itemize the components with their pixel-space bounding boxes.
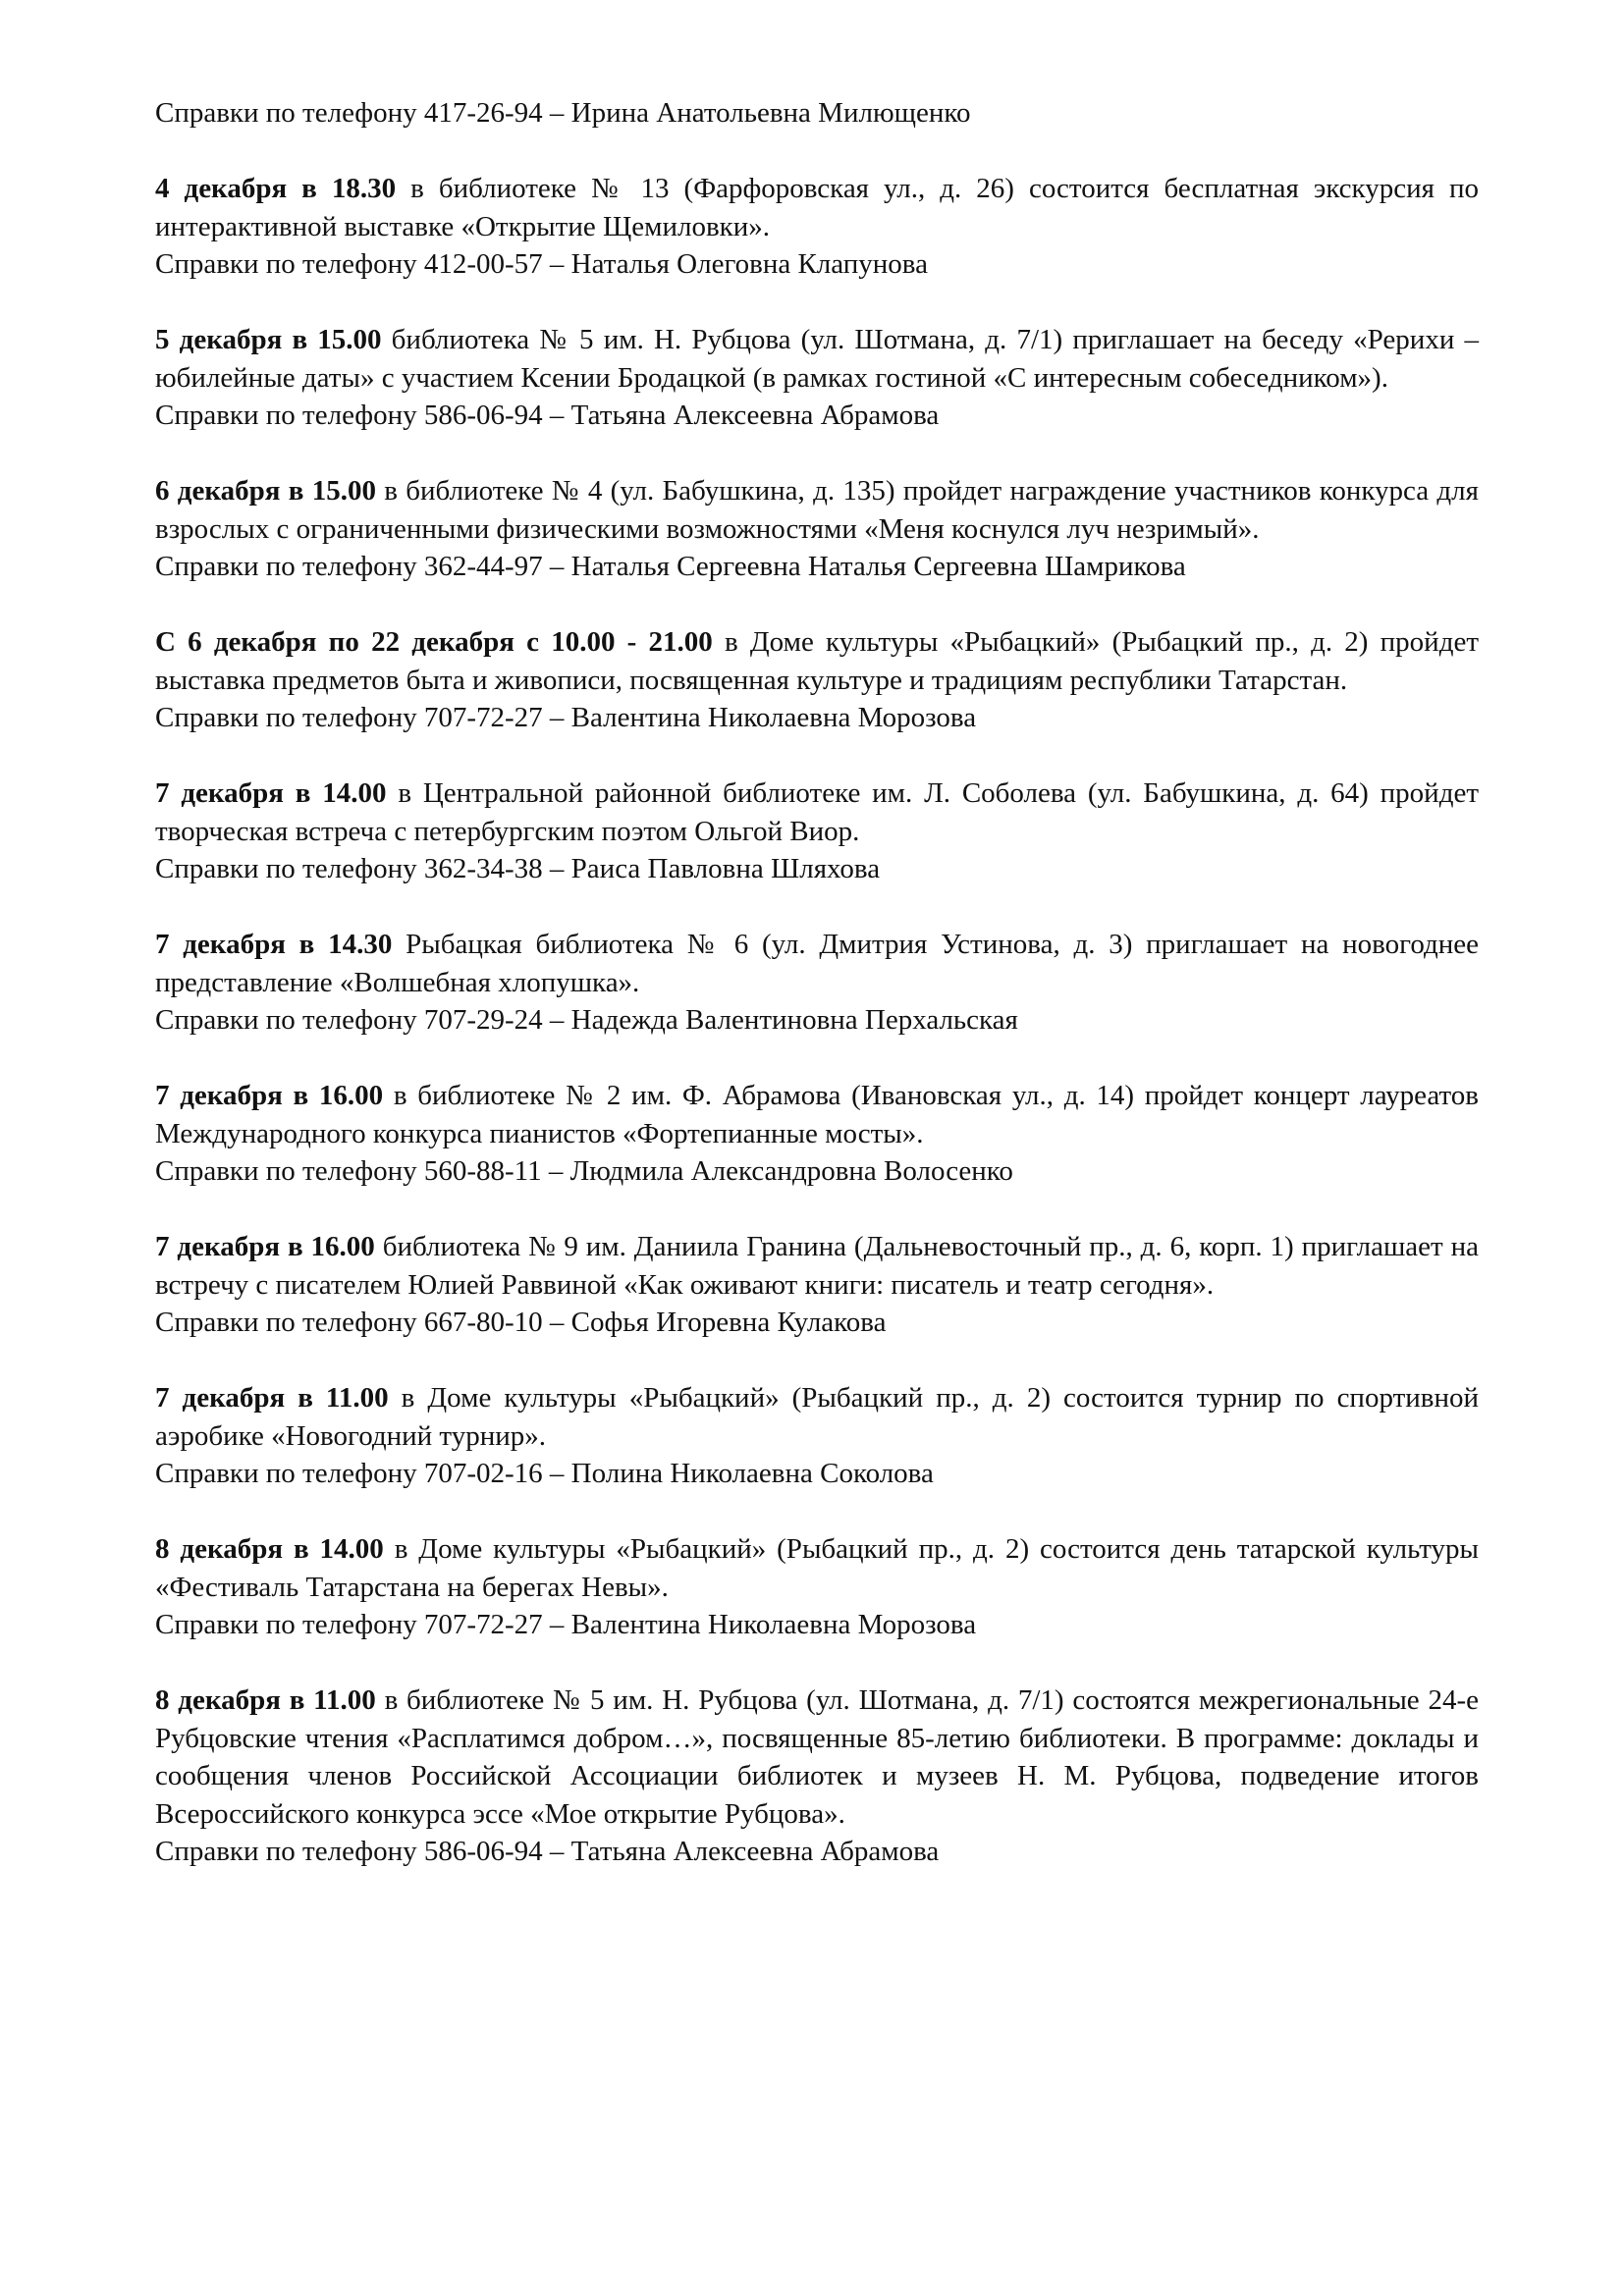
event-date: 7 декабря в 16.00 — [155, 1231, 375, 1262]
event-text: Рыбацкая библиотека № 6 (ул. Дмитрия Устинова, д. 3) приглашает на новогоднее представление «Волшебная хлопушка». — [155, 929, 1479, 998]
contact-line: Справки по телефону 417-26-94 – Ирина Анатольевна Милющенко — [155, 97, 971, 129]
event-text: в библиотеке № 4 (ул. Бабушкина, д. 135) пройдет награждение участников конкурса для взрослых с ограниченными физическими возможностями «Меня коснулся луч незримый». — [155, 475, 1479, 545]
contact-line: Справки по телефону 667-80-10 – Софья Игоревна Кулакова — [155, 1307, 887, 1338]
event-block — [155, 472, 1479, 586]
contact-line: Справки по телефону 586-06-94 – Татьяна Алексеевна Абрамова — [155, 400, 940, 431]
event-date: 7 декабря в 16.00 — [155, 1080, 384, 1111]
event-date: 7 декабря в 14.00 — [155, 777, 387, 809]
event-text: библиотека № 9 им. Даниила Гранина (Дальневосточный пр., д. 6, корп. 1) приглашает на встречу с писателем Юлией Раввиной «Как оживают книги: писатель и театр сегодня». — [155, 1231, 1479, 1301]
event-text: в библиотеке № 13 (Фарфоровская ул., д. 26) состоится бесплатная экскурсия по интерактивной выставке «Открытие Щемиловки». — [155, 173, 1480, 242]
contact-line: Справки по телефону 586-06-94 – Татьяна Алексеевна Абрамова — [155, 1836, 940, 1867]
document-page — [155, 94, 1479, 1908]
event-block — [155, 1228, 1479, 1342]
contact-line: Справки по телефону 707-02-16 – Полина Николаевна Соколова — [155, 1458, 934, 1489]
event-block — [155, 774, 1479, 888]
event-text: в Центральной районной библиотеке им. Л. Соболева (ул. Бабушкина, д. 64) пройдет творческая встреча с петербургским поэтом Ольгой Виор. — [155, 777, 1479, 847]
event-date: 6 декабря в 15.00 — [155, 475, 376, 507]
event-description — [155, 1682, 1479, 1833]
event-description — [155, 926, 1479, 1001]
event-text: в Доме культуры «Рыбацкий» (Рыбацкий пр., д. 2) пройдет выставка предметов быта и живописи, посвященная культуре и традициям республики Татарстан. — [155, 626, 1479, 696]
event-text: в Доме культуры «Рыбацкий» (Рыбацкий пр., д. 2) состоится день татарской культуры «Фестиваль Татарстана на берегах Невы». — [155, 1533, 1479, 1603]
intro-block — [155, 94, 1479, 133]
event-date: 8 декабря в 14.00 — [155, 1533, 384, 1565]
event-description — [155, 1530, 1479, 1606]
contact-line: Справки по телефону 707-72-27 – Валентина Николаевна Морозова — [155, 702, 977, 733]
event-text: библиотека № 5 им. Н. Рубцова (ул. Шотмана, д. 7/1) приглашает на беседу «Рерихи – юбилейные даты» с участием Ксении Бродацкой (в рамках гостиной «С интересным собеседником»). — [155, 324, 1479, 394]
event-date: 4 декабря в 18.30 — [155, 173, 397, 204]
event-date: 7 декабря в 14.30 — [155, 929, 393, 960]
event-date: 7 декабря в 11.00 — [155, 1382, 389, 1414]
event-description — [155, 170, 1479, 245]
contact-line: Справки по телефону 362-34-38 – Раиса Павловна Шляхова — [155, 853, 881, 884]
event-description — [155, 774, 1479, 850]
event-block — [155, 1077, 1479, 1191]
event-block — [155, 1379, 1479, 1493]
event-description — [155, 321, 1479, 397]
contact-line: Справки по телефону 707-29-24 – Надежда Валентиновна Перхальская — [155, 1004, 1018, 1036]
event-block — [155, 1682, 1479, 1871]
event-description — [155, 1228, 1479, 1304]
event-date: 5 декабря в 15.00 — [155, 324, 382, 355]
event-block — [155, 926, 1479, 1040]
event-block — [155, 1530, 1479, 1644]
event-text: в библиотеке № 5 им. Н. Рубцова (ул. Шотмана, д. 7/1) состоятся межрегиональные 24-е Рубцовские чтения «Расплатимся добром…», посвященные 85-летию библиотеки. В программе: доклады и сообщения членов Российской Ассоциации библиотек и музеев Н. М. Рубцова, подведение итогов Всероссийского конкурса эссе «Мое открытие Рубцова». — [155, 1684, 1479, 1830]
contact-line: Справки по телефону 560-88-11 – Людмила Александровна Волосенко — [155, 1155, 1013, 1187]
event-description — [155, 472, 1479, 548]
event-text: в библиотеке № 2 им. Ф. Абрамова (Ивановская ул., д. 14) пройдет концерт лауреатов Международного конкурса пианистов «Фортепианные мосты». — [155, 1080, 1480, 1149]
event-date: 8 декабря в 11.00 — [155, 1684, 376, 1716]
event-description — [155, 1379, 1479, 1455]
event-block — [155, 170, 1479, 284]
contact-line: Справки по телефону 707-72-27 – Валентина Николаевна Морозова — [155, 1609, 977, 1640]
contact-line: Справки по телефону 412-00-57 – Наталья Олеговна Клапунова — [155, 248, 928, 280]
event-description — [155, 623, 1479, 699]
event-description — [155, 1077, 1479, 1152]
event-date: С 6 декабря по 22 декабря с 10.00 - 21.00 — [155, 626, 713, 658]
event-block — [155, 321, 1479, 435]
event-block — [155, 623, 1479, 737]
contact-line: Справки по телефону 362-44-97 – Наталья Сергеевна Наталья Сергеевна Шамрикова — [155, 551, 1186, 582]
event-text: в Доме культуры «Рыбацкий» (Рыбацкий пр., д. 2) состоится турнир по спортивной аэробике «Новогодний турнир». — [155, 1382, 1479, 1452]
